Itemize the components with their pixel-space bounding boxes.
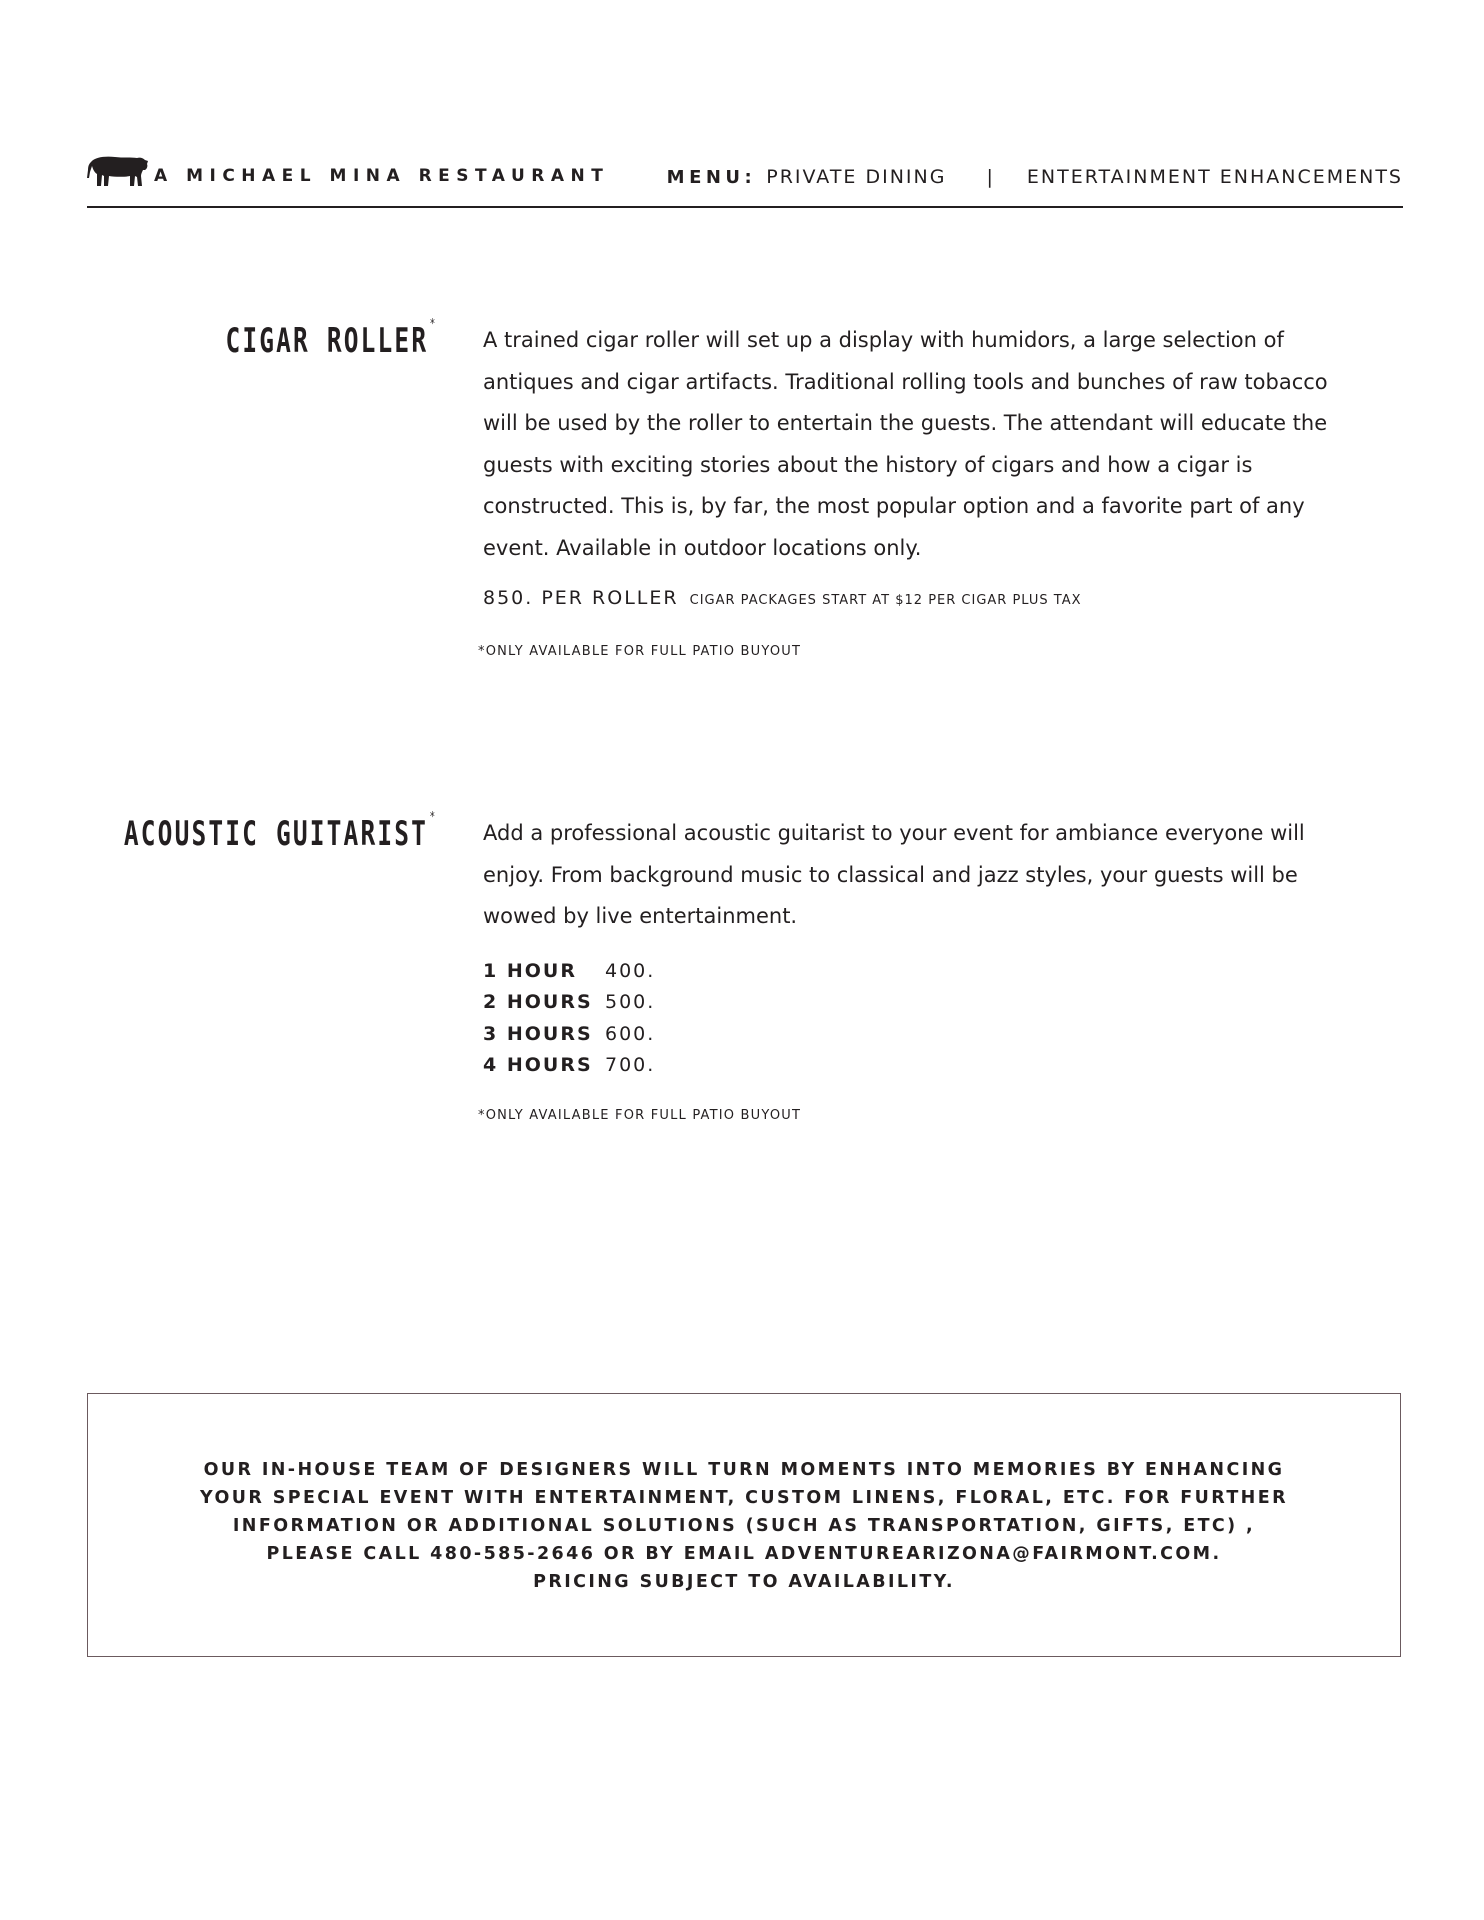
cigar-roller-title	[224, 317, 437, 361]
menu-separator: |	[986, 166, 995, 188]
cigar-roller-price-value: 850. PER ROLLER	[483, 587, 679, 609]
bull-icon	[87, 150, 149, 188]
rate-row	[483, 955, 655, 987]
rate-duration: 1 HOUR	[483, 959, 577, 982]
rate-duration: 4 HOURS	[483, 1054, 593, 1077]
guitarist-rates	[483, 955, 655, 1081]
rate-row	[483, 1018, 655, 1050]
contact-info-text	[88, 1456, 1400, 1596]
acoustic-guitarist-title-text: ACOUSTIC GUITARIST	[123, 814, 428, 854]
rate-row	[483, 1050, 655, 1082]
cigar-roller-footnote: *ONLY AVAILABLE FOR FULL PATIO BUYOUT	[478, 644, 802, 659]
rate-price: 400.	[605, 959, 656, 982]
menu-label: MENU:	[666, 167, 757, 188]
info-line: PLEASE CALL 480-585-2646 OR BY EMAIL ADVENTUREARIZONA@FAIRMONT.COM.	[266, 1544, 1222, 1564]
info-line: INFORMATION OR ADDITIONAL SOLUTIONS (SUCH AS TRANSPORTATION, GIFTS, ETC) ,	[232, 1516, 1256, 1536]
cigar-roller-price-note: CIGAR PACKAGES START AT $12 PER CIGAR PLUS TAX	[689, 593, 1082, 608]
contact-info-box	[87, 1393, 1401, 1657]
rate-duration: 3 HOURS	[483, 1022, 593, 1045]
menu-breadcrumb	[667, 166, 1403, 188]
cigar-roller-description: A trained cigar roller will set up a display with humidors, a large selection of antiques and cigar artifacts. Traditional rolling tools and bunches of raw tobacco will be used by the roller to entertain the guests. The attendant will educate the guests with exciting stories about the history of cigars and how a cigar is constructed. This is, by far, the most popular option and a favorite part of any event. Available in outdoor locations only.	[483, 328, 1328, 560]
acoustic-guitarist-footnote: *ONLY AVAILABLE FOR FULL PATIO BUYOUT	[478, 1108, 802, 1123]
asterisk-mark: *	[429, 317, 437, 332]
info-line: OUR IN-HOUSE TEAM OF DESIGNERS WILL TURN MOMENTS INTO MEMORIES BY ENHANCING	[203, 1460, 1285, 1480]
cigar-roller-price	[483, 587, 1082, 609]
restaurant-name: A MICHAEL MINA RESTAURANT	[154, 166, 610, 186]
info-line: PRICING SUBJECT TO AVAILABILITY.	[533, 1572, 955, 1592]
rate-price: 700.	[605, 1054, 656, 1077]
page-header	[87, 150, 1403, 208]
menu-category: ENTERTAINMENT ENHANCEMENTS	[1026, 166, 1403, 188]
rate-row	[483, 987, 655, 1019]
asterisk-mark: *	[429, 810, 437, 825]
rate-duration: 2 HOURS	[483, 991, 593, 1014]
acoustic-guitarist-description: Add a professional acoustic guitarist to your event for ambiance everyone will enjoy. From background music to classical and jazz styles, your guests will be wowed by live entertainment.	[483, 821, 1305, 928]
info-line: YOUR SPECIAL EVENT WITH ENTERTAINMENT, CUSTOM LINENS, FLORAL, ETC. FOR FURTHER	[200, 1488, 1288, 1508]
cigar-roller-title-text: CIGAR ROLLER	[224, 321, 428, 361]
rate-price: 500.	[605, 991, 656, 1014]
rate-price: 600.	[605, 1022, 656, 1045]
acoustic-guitarist-title	[123, 810, 437, 854]
menu-section: PRIVATE DINING	[766, 166, 947, 188]
